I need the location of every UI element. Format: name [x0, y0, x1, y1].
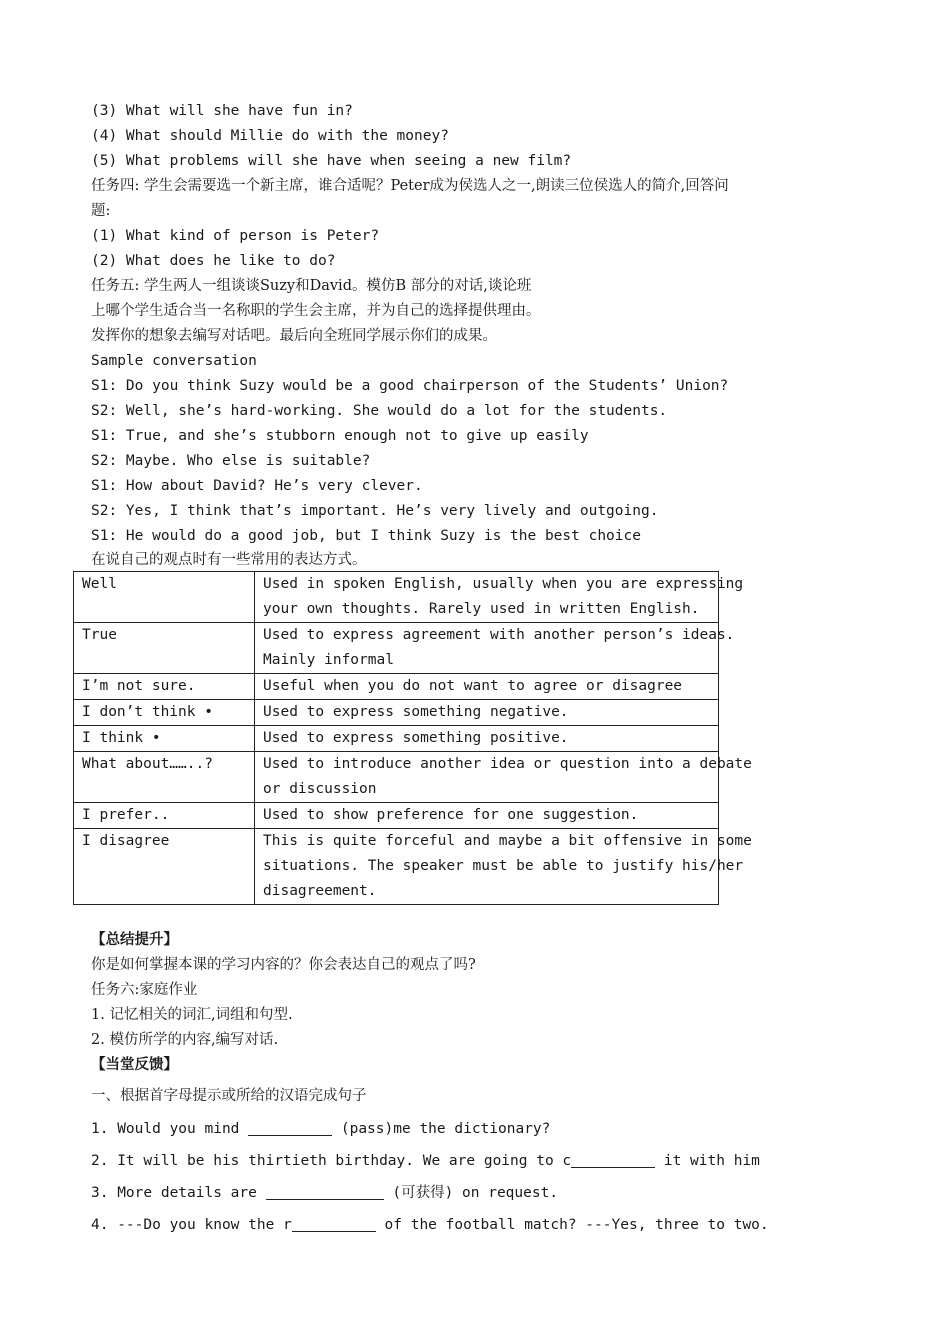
- table-row: [74, 829, 719, 905]
- table-row: [74, 803, 719, 829]
- dialogue-line: S1: How about David? He’s very clever.: [91, 478, 423, 494]
- table-row: [74, 726, 719, 752]
- sample-title: Sample conversation: [91, 353, 257, 369]
- usage-text: This is quite forceful and maybe a bit offensive in some situations. The speaker must be able to justify his/her disagreement.: [263, 833, 761, 899]
- expressions-table: [73, 571, 761, 905]
- task5-text-cont: 上哪个学生适合当一名称职的学生会主席，并为自己的选择提供理由。: [91, 303, 541, 319]
- answer-blank[interactable]: [248, 1119, 332, 1136]
- dialogue-line: S2: Yes, I think that’s important. He’s very lively and outgoing.: [91, 503, 659, 519]
- table-intro: 在说自己的观点时有一些常用的表达方式。: [91, 552, 367, 568]
- table-row: [74, 752, 719, 803]
- answer-blank[interactable]: [571, 1151, 655, 1168]
- phrase-cell: I don’t think •: [74, 700, 255, 726]
- question-5: (5) What problems will she have when seeing a new film?: [91, 153, 572, 169]
- task4-question-1: (1) What kind of person is Peter?: [91, 228, 380, 244]
- phrase-cell: Well: [74, 572, 255, 623]
- phrase-cell: I’m not sure.: [74, 674, 255, 700]
- exercise-suffix: of the football match? ---Yes, three to two.: [375, 1217, 769, 1233]
- answer-blank[interactable]: [266, 1183, 384, 1200]
- task4-text: 任务四: 学生会需要选一个新主席，谁合适呢？Peter成为侯选人之一,朗读三位侯选人的简介,回答问: [91, 178, 729, 194]
- usage-cell: [255, 572, 752, 623]
- summary-heading: 【总结提升】: [91, 932, 178, 948]
- usage-text: Useful when you do not want to agree or disagree: [263, 678, 683, 694]
- dialogue-line: S1: True, and she’s stubborn enough not to give up easily: [91, 428, 589, 444]
- table-row: [74, 700, 719, 726]
- exercise-prefix: 2. It will be his thirtieth birthday. We are going to c: [91, 1153, 572, 1169]
- table-row: [74, 623, 719, 674]
- table-row: [74, 572, 719, 623]
- feedback-heading: 【当堂反馈】: [91, 1057, 178, 1073]
- task5-text-cont2: 发挥你的想象去编写对话吧。最后向全班同学展示你们的成果。: [91, 328, 497, 344]
- phrase-cell: I prefer..: [74, 803, 255, 829]
- task6-title: 任务六:家庭作业: [91, 982, 198, 998]
- usage-cell: [255, 752, 761, 803]
- exercise-suffix: (可获得) on request.: [383, 1185, 559, 1201]
- task5-text: 任务五: 学生两人一组谈谈Suzy和David。模仿B 部分的对话,谈论班: [91, 278, 532, 294]
- exercise-prefix: 1. Would you mind: [91, 1121, 249, 1137]
- usage-cell: [255, 674, 719, 700]
- exercise-suffix: (pass)me the dictionary?: [332, 1121, 551, 1137]
- homework-item-2: 2. 模仿所学的内容,编写对话.: [91, 1032, 279, 1048]
- usage-text: Used to express agreement with another person’s ideas. Mainly informal: [263, 627, 744, 668]
- usage-text: Used to introduce another idea or question into a debate or discussion: [263, 756, 761, 797]
- exercise-item-3: [91, 1181, 558, 1206]
- usage-cell: [255, 700, 719, 726]
- exercise-prefix: 3. More details are: [91, 1185, 266, 1201]
- phrase-cell: What about……..?: [74, 752, 255, 803]
- answer-blank[interactable]: [292, 1215, 376, 1232]
- dialogue-line: S1: Do you think Suzy would be a good chairperson of the Students’ Union?: [91, 378, 729, 394]
- usage-cell: [255, 623, 744, 674]
- usage-text: Used to express something positive.: [263, 730, 569, 746]
- usage-cell: [255, 803, 719, 829]
- task4-text-cont: 题:: [91, 203, 111, 219]
- phrase-cell: I think •: [74, 726, 255, 752]
- phrase-cell: True: [74, 623, 255, 674]
- exercise-item-4: [91, 1213, 769, 1238]
- phrase-cell: I disagree: [74, 829, 255, 905]
- question-3: (3) What will she have fun in?: [91, 103, 353, 119]
- usage-text: Used in spoken English, usually when you are expressing your own thoughts. Rarely used in written English.: [263, 576, 752, 617]
- exercise-item-1: [91, 1117, 550, 1142]
- question-4: (4) What should Millie do with the money?: [91, 128, 449, 144]
- task4-question-2: (2) What does he like to do?: [91, 253, 336, 269]
- exercise-prefix: 4. ---Do you know the r: [91, 1217, 292, 1233]
- usage-text: Used to express something negative.: [263, 704, 569, 720]
- dialogue-line: S1: He would do a good job, but I think Suzy is the best choice: [91, 528, 641, 544]
- feedback-section-title: 一、根据首字母提示或所给的汉语完成句子: [91, 1088, 367, 1104]
- table-row: [74, 674, 719, 700]
- usage-text: Used to show preference for one suggestion.: [263, 807, 639, 823]
- dialogue-line: S2: Well, she’s hard-working. She would do a lot for the students.: [91, 403, 668, 419]
- exercise-item-2: [91, 1149, 760, 1174]
- dialogue-line: S2: Maybe. Who else is suitable?: [91, 453, 371, 469]
- homework-item-1: 1. 记忆相关的词汇,词组和句型.: [91, 1007, 293, 1023]
- usage-cell: [255, 726, 719, 752]
- usage-cell: [255, 829, 761, 905]
- summary-question: 你是如何掌握本课的学习内容的？你会表达自己的观点了吗?: [91, 957, 476, 973]
- exercise-suffix: it with him: [655, 1153, 760, 1169]
